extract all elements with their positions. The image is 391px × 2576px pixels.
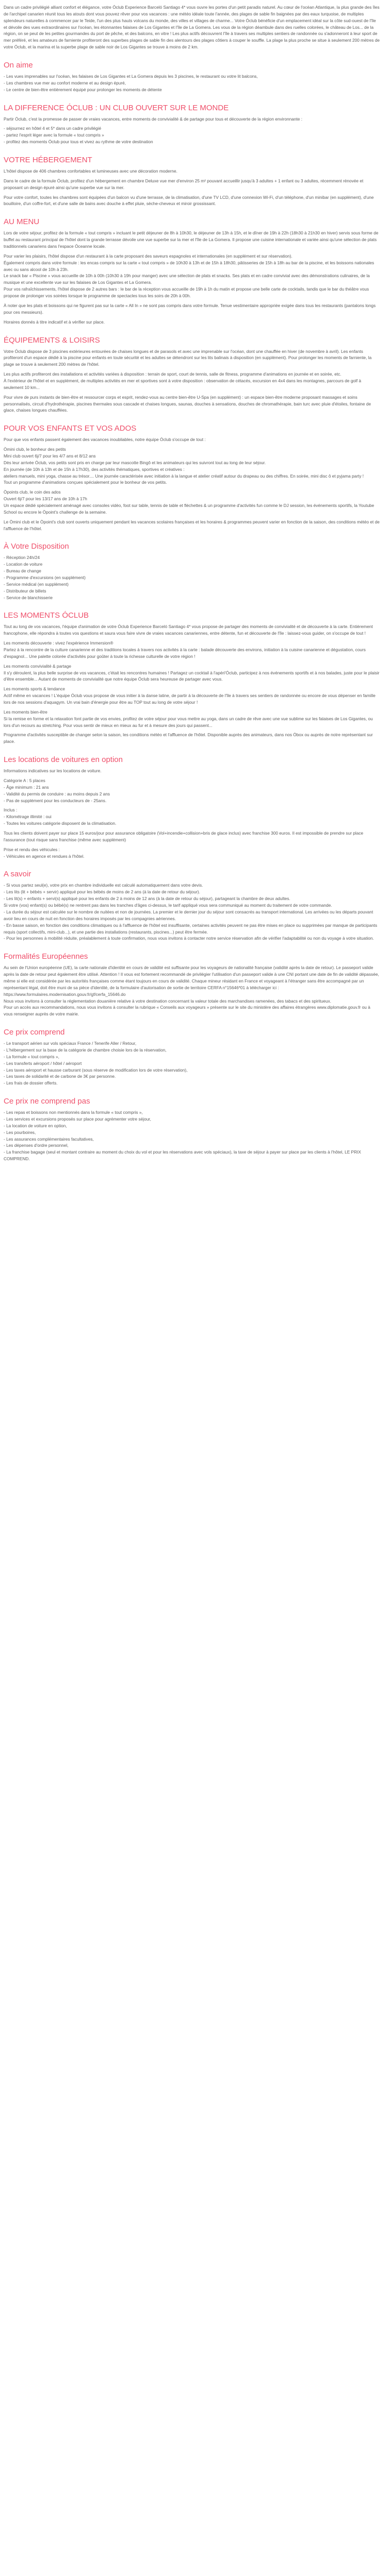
intro-paragraph: Dans un cadre privilégié alliant confort et élégance, votre Óclub Experience Barceló Santiago 4* vous ouvre les portes d'un petit paradis naturel. Au cœur de l'océan Atlantique, la plus grande des îles de l'archipel canarien réunit tous les atouts dont vous pouvez rêver pour vos vacances : une météo idéale toute l'année, des plages de sable fin baignées par des eaux turquoise, de multiples splendeurs naturelles à commencer par le Teide, l'un des plus hauts volcans du monde, des villes et villages de charme... Votre Óclub bénéficie d'un emplacement idéal sur la côte sud-ouest de l'île et dévoile des vues extraordinaires sur l'océan, les étonnantes falaises de Los Gigantes et l'île de La Gomera. Les vous de la région déambule dans des ruelles colorées, le château de Los... de la région, on se peut de les petites gourmandes du port de pêche, et des balcons, en vitre ! Les plus actifs découvrent l'île à travers ses multiples sentiers de randonnée ou s'adonneront à leur sport de mer préféré, et les amateurs de farniente profiteront des superbes plages de sable fin des alentours des plages côtiers à couper le souffle. La plage la plus proche se situe à seulement 200 mètres de votre Óclub, et la marina et la superbe plage de sable noir de Los Gigantes se trouve à moins de 2 km. — [4, 5, 380, 50]
text-line: Si la remise en forme et la relaxation font partie de vos envies, profitez de votre séjour pour vous mettre au yoga, dans un cadre de rêve avec une vue sublime sur les falaises de Los Gigantes, ou lors d'un recours au stretching. Pour vous sentir de mieux en mieux au fur et à mesure des jours qui passent... — [4, 716, 373, 728]
text-line: Pour varier les plaisirs, l'hôtel dispose d'un restaurant à la carte proposant des saveurs espagnoles et internationales (en supplément et sur réservation). — [4, 253, 292, 259]
text-line: - Kilométrage illimité : oui — [4, 814, 52, 820]
section-paragraph — [4, 489, 380, 515]
text-line: Le Òmini club et le Òpoint's club sont ouverts uniquement pendant les vacances scolaires françaises et les horaires & programmes peuvent varier en fonction de la saison, des conditions météo et de l'affluence de l'hôtel. — [4, 519, 380, 531]
text-line: Nous vous invitons à consulter la réglementation douanière relative à votre destination concernant la valeur totale des marchandises ramenées, des tabacs et des spiritueux. — [4, 998, 332, 1004]
text-line: Programme d'activités susceptible de changer selon la saison, les conditions météo et l'affluence de l'hôtel. Disponible auprès des animateurs, dans nos Óbox ou auprès de notre représentant sur place. — [4, 732, 373, 744]
text-line: Un espace dédié spécialement aménagé avec consoles vidéo, foot sur table, tennis de table et fléchettes & un programme d'activités fun comme le DJ session, les événements sportifs, la Youtube School ou encore le Òpoint's challenge de la semaine. — [4, 502, 374, 515]
section-paragraph — [4, 709, 380, 729]
text-line: Dès leur arrivée Óclub, vos petits sont pris en charge par leur mascotte Bingô et les animateurs qui les suivront tout au long de leur séjour. — [4, 460, 266, 465]
text-line: - Les assurances complémentaires facultatives, — [4, 1136, 94, 1142]
text-line: - partez l'esprit léger avec la formule « tout compris » — [4, 132, 104, 138]
section-paragraph — [4, 846, 380, 860]
text-line: Inclus : — [4, 807, 18, 813]
section-paragraph — [4, 302, 380, 316]
text-line: Ouvert 6j/7 pour les 13/17 ans de 10h à 17h — [4, 496, 87, 502]
section-paragraph — [4, 830, 380, 843]
text-line: Tous les clients doivent payer sur place 15 euros/jour pour assurance obligatoire (Vol+incendie+collision+bris de glace inclus) avec franchise 300 euros. Il est impossible de prendre sur place l'assurance (tout risque sans franchise (même avec supplément) — [4, 831, 364, 842]
text-line: - Les vues imprenables sur l'océan, les falaises de Los Gigantes et La Gomera depuis les 3 piscines, le restaurant ou votre lit balcons, — [4, 74, 258, 79]
text-line: - Si vous partez seul(e), votre prix en chambre individuelle est calculé automatiquement dans votre devis. — [4, 883, 203, 888]
section-title: A savoir — [4, 870, 31, 879]
section-paragraph — [4, 732, 380, 745]
section-title: LES MOMENTS ÓCLUB — [4, 611, 89, 620]
section-paragraph — [4, 768, 380, 774]
text-line: - Réception 24h/24 — [4, 555, 40, 561]
section — [4, 755, 380, 859]
text-line: - L'hébergement sur la base de la catégorie de chambre choisie lors de la réservation, — [4, 1047, 167, 1053]
section — [4, 952, 380, 1018]
text-line: - Les repas et boissons non mentionnés dans la formule « tout compris », — [4, 1110, 143, 1115]
section-title: Ce prix ne comprend pas — [4, 1097, 90, 1106]
text-line: - Les transferts aéroport / hôtel / aéroport — [4, 1060, 82, 1066]
section — [4, 870, 380, 942]
text-line: - Bureau de change — [4, 568, 41, 574]
text-line: - Les frais de dossier offerts. — [4, 1080, 58, 1086]
text-line: - La location de voiture en option, — [4, 1123, 67, 1128]
intro — [4, 4, 380, 50]
text-line: Les plus actifs profiteront des installations et activités variées à disposition : terrain de sport, court de tennis, salle de fitness, programme d'animations en journée et en soirée, etc. — [4, 371, 341, 377]
text-line: Les moments convivialité & partage — [4, 663, 71, 669]
text-line: - En basse saison, en fonction des conditions climatiques ou à l'affluence de l'hôtel est insuffisante, certaines activités peuvent ne pas être mises en place ou supprimées par manque de participants requis (sport collectifs, mini-club...), et une partie des installations (restaurants, piscines...) peut être fermée. — [4, 922, 378, 935]
section-paragraph — [4, 640, 380, 660]
sections — [4, 61, 380, 1162]
text-line: Il s'y déroulent, la plus belle surprise de vos vacances, c'était les rencontres humaines ! Partagez un cocktail à l'apéri'Óclub, participez à nos événements sportifs et à nos balades, juste pour le plaisir d'être ensemble... Autant de moments de convivialité que notre équipe Óclub sera heureuse de partager avec vous. — [4, 670, 380, 682]
section-paragraph — [4, 777, 380, 804]
text-line: https://www.formulaires.modernisation.gouv.fr/gf/cerfa_15646.do — [4, 991, 126, 997]
text-line: Actif même en vacances ! L'équipe Óclub vous propose de vous initier à la danse latine, de partir à la découverte de l'île à travers ses sentiers de randonnée ou encore de vous dépenser en famille lors de nos sessions d'aquagym. Un vrai bain d'énergie pour être au TOP tout au long de votre séjour ! — [4, 693, 376, 705]
section — [4, 1028, 380, 1087]
section — [4, 61, 380, 93]
page — [0, 0, 384, 1176]
text-line: - La durée du séjour est calculée sur le nombre de nuitées et non de journées. La premier et le dernier jour du séjour sont consacrés au transport international. Les arrivées ou les départs pouvant avoir lieu en cours de nuit en fonction des horaires imposés par les compagnies aériennes. — [4, 909, 373, 921]
text-line: - Le centre de bien-être entièrement équipé pour prolonger les moments de détente — [4, 87, 162, 92]
text-line: - Âge minimum : 21 ans — [4, 784, 49, 790]
section-paragraph — [4, 1109, 380, 1162]
text-line: - Service de blanchisserie — [4, 595, 53, 600]
section-title: À Votre Disposition — [4, 542, 69, 551]
text-line: Pour vos rafraîchissements, l'hôtel dispose de 2 autres bars : le bar de la réception vous accueille de 19h à 1h du matin et propose une belle carte de cocktails, tandis que le bar du théâtre vous propose de prolonger vos soirées lorsque le programme de spectacles tous les soirs de 20h à 00h. — [4, 286, 369, 299]
text-line: - Validité du permis de conduire : au moins depuis 2 ans — [4, 791, 110, 796]
section — [4, 156, 380, 207]
section — [4, 424, 380, 532]
text-line: Également compris dans votre formule : les encas compris sur la carte « tout compris » de 10h30 à 13h et de 15h à 18h30, pâtisseries de 15h à 18h au bar de la piscine, et les boissons nationales avec ou sans alcool de 10h à 23h. — [4, 260, 374, 272]
section-title: POUR VOS ENFANTS ET VOS ADOS — [4, 424, 137, 433]
section-paragraph — [4, 554, 380, 601]
text-line: - Les dépenses d'ordre personnel, — [4, 1143, 69, 1148]
text-line: ateliers manuels, mini yoga, chasse au trésor.... Une journée caractérisée avec initiation à la langue et atelier créatif autour du drapeau ou des chiffres. En soirée, mini disc ô et pyjama party ! — [4, 473, 364, 479]
text-line: - Les taxes aéroport et hausse carburant (sous réserve de modification lors de votre réservation), — [4, 1067, 188, 1073]
section-paragraph — [4, 964, 380, 1018]
text-line: - La franchise bagage (seul et montant contraire au moment du choix du vol et pour les réservations avec vols spéciaux), la taxe de séjour à payer sur place par les clients à l'hôtel, LE PRIX COMPREND. — [4, 1149, 361, 1162]
text-line: - Les taxes de solidarité et de carbone de 3€ par personne. — [4, 1074, 116, 1079]
text-line: Òpoints club, le coin des ados — [4, 489, 61, 495]
section-paragraph — [4, 116, 380, 123]
text-line: - Les pourboires, — [4, 1129, 36, 1135]
section-paragraph — [4, 882, 380, 942]
text-line: Au sein de l'Union européenne (UE), la carte nationale d'identité en cours de validité est suffisante pour les voyageurs de nationalité française (validité après la date de retour). Le passeport valide après la date de retour peut également être utilisé. Attention ! Il vous est fortement recommandé de privilégier l'utilisation d'un passeport valide à une CNI portant une date de fin de validité dépassée, même si elle est considérée par les autorités françaises comme étant toujours en cours de validité. Chaque mineur résidant en France et voyageant à l'étranger sans être accompagné par un représentant légal, doit être muni de sa pièce d'identité, de la formulaire d'autorisation de sortie de territoire CERFA n°15646*01 à télécharger ici : — [4, 965, 379, 990]
text-line: - Location de voiture — [4, 562, 43, 567]
text-line: - Les chambres vue mer au confort moderne et au design épuré, — [4, 80, 126, 86]
text-line: Le snack bar « Piscine » vous accueille de 10h à 00h (10h30 à 19h pour manger) avec une sélection de plats et snacks. Ses plats et en cadre convivial avec des démonstrations culinaires, de la musique et une excellente vue sur les falaises de Los Gigantes et La Gomera. — [4, 273, 370, 285]
text-line: Òmini club, le bonheur des petits — [4, 447, 66, 452]
section — [4, 611, 380, 745]
text-line: Pour votre confort, toutes les chambres sont équipées d'un balcon vu d'une terrasse, de la climatisation, d'une TV LCD, d'une connexion Wi-Fi, d'un téléphone, d'un minibar (en supplément), d'une bouilloire, d'un coffre-fort, et d'une salle de bains avec douche à effet pluie, sèche-cheveux et miroir grossissant. — [4, 194, 374, 207]
section-paragraph — [4, 125, 380, 145]
text-line: Dans le cadre de la formule Óclub, profitez d'un hébergement en chambre Deluxe vue mer d'environ 25 m² pouvant accueillir jusqu'à 3 adultes + 1 enfant ou 3 adultes, récemment rénovée et proposant un design épuré ainsi qu'une superbe vue sur la mer. — [4, 178, 364, 190]
section-paragraph — [4, 1040, 380, 1087]
text-line: - La formule « tout compris », — [4, 1054, 59, 1059]
text-line: - Programme d'excursions (en supplément) — [4, 574, 86, 580]
text-line: L'hôtel dispose de 406 chambres confortables et lumineuses avec une décoration moderne. — [4, 168, 177, 174]
text-line: - Les lits (lit + bébés + servir) appliqué pour les bébés de moins de 2 ans (à la date de retour du séjour). — [4, 889, 200, 895]
text-line: - Le transport aérien sur vols spéciaux France / Tenerife Aller / Retour, — [4, 1041, 137, 1046]
text-line: En journée (de 10h à 13h et de 15h à 17h30), des activités thématiques, sportives et créatives : — [4, 466, 185, 472]
text-line: - Pas de supplément pour les conducteurs de - 25ans. — [4, 798, 107, 803]
section — [4, 336, 380, 414]
text-line: Tout un programme d'animations conçues spécialement pour le bonheur de vos petits. — [4, 480, 167, 485]
text-line: Partir Óclub, c'est la promesse de passer de vraies vacances, entre moments de convivialité & de partage pour tous et découverte de la région environnante : — [4, 116, 302, 122]
section-paragraph — [4, 686, 380, 706]
section — [4, 217, 380, 325]
text-line: Tout au long de vos vacances, l'équipe d'animation de votre Óclub Experience Barceló Santiago 4* vous propose de partager des moments de convivialité et de découverte à la carte. Entièrement francophone, elle répondra à toutes vos questions et saura vous faire vivre de vraies vacances canariennes, entre détente, fun et découverte de l'île : laissez-vous guider, on s'occupe de tout ! — [4, 624, 373, 636]
section-title: VOTRE HÉBERGEMENT — [4, 156, 92, 165]
text-line: - Service médical (en supplément) — [4, 581, 69, 587]
text-line: - Distributeur de billets — [4, 588, 46, 594]
section-title: Ce prix comprend — [4, 1028, 65, 1037]
section-paragraph — [4, 446, 380, 486]
section-paragraph — [4, 194, 380, 208]
section-title: LA DIFFERENCE ÓCLUB : UN CLUB OUVERT SUR LE MONDE — [4, 103, 229, 112]
text-line: Pour que vos enfants passent également des vacances inoubliables, notre équipe Óclub s'occupe de tout : — [4, 437, 206, 443]
section-title: ÉQUIPEMENTS & LOISIRS — [4, 335, 100, 345]
text-line: - séjournez en hôtel 4 et 5* dans un cadre privilégié — [4, 126, 102, 131]
text-line: Votre Óclub dispose de 3 piscines extérieures entourées de chaises longues et de parasols et avec une imprenable sur l'océan, dont une chauffée en hiver (de novembre à avril). Les enfants profiteront d'un espace dédié à la piscine pour enfants en toute sécurité et les adultes se détendront sur les lits balinais à disposition (en supplément). Pour prolonger les moments de farniente, la plage se trouve à seulement 200 mètres de l'hôtel. — [4, 348, 372, 367]
text-line: Si votre (vos) enfant(s) ou bébé(s) ne rentrent pas dans les tranches d'âges ci-dessus, le tarif appliqué vous sera communiqué au moment du traitement de votre commande. — [4, 903, 332, 908]
text-line: - Les lit(s) + enfants + servi(s) appliqué pour les enfants de 2 à moins de 12 ans (à la date de retour du séjour), partageant la chambre de deux adultes. — [4, 896, 290, 902]
section-paragraph — [4, 394, 380, 414]
section-paragraph — [4, 807, 380, 827]
section-title: On aime — [4, 61, 33, 70]
section-paragraph — [4, 73, 380, 93]
text-line: Pour un accès aux recommandations, nous vous invitons à consulter la rubrique « Conseils aux voyageurs » présente sur le site du ministère des affaires étrangères www.diplomatie.gouv.fr ou à vous renseigner auprès de votre mairie. — [4, 1005, 370, 1017]
text-line: Pour vivre de purs instants de bien-être et ressourcer corps et esprit, rendez-vous au centre bien-être U-Spa (en supplément) : un espace bien-être moderne proposant massages et soins personnalisés, circuit d'hydrothérapie, piscines thermales sous cascade et chaises longues, saunas, douches à sensations, douches de chromathérapie, bain turc avec pluie d'étoiles, fontaine de glace, chaises longues chauffées. — [4, 394, 371, 413]
text-line: Catégorie A : 5 places — [4, 778, 45, 784]
text-line: Les moments découverte : vivez l'expérience Immersion® — [4, 640, 113, 646]
text-line: Partez à la rencontre de la culture canarienne et des traditions locales à travers nos activités à la carte : balade découverte des environs, initiation à la cuisine canarienne et dégustation, cours d'espagnol... Une palette colorée d'activités pour goûter à toute la richesse culturelle de votre région ! — [4, 647, 366, 659]
text-line: Mini club ouvert 6j/7 pour les 4/7 ans et 8/12 ans — [4, 453, 96, 459]
section-paragraph — [4, 319, 380, 326]
text-line: Informations indicatives sur les locations de voiture. — [4, 768, 102, 774]
section-title: Les locations de voitures en option — [4, 755, 123, 765]
text-line: - Pour les personnes à mobilité réduite, préalablement à toute confirmation, nous vous invitons à contacter notre service réservation afin de vérifier l'adaptabilité ou non du voyage à votre situation. — [4, 936, 374, 941]
section — [4, 542, 380, 601]
section — [4, 1097, 380, 1162]
section-paragraph — [4, 168, 380, 175]
text-line: À noter que les plats et boissons qui ne figurent pas sur la carte « All In » ne sont pas compris dans votre formule. Tenue vestimentaire appropriée exigée dans tous les restaurants (pantalons longs pour ces messieurs). — [4, 302, 376, 315]
section-paragraph — [4, 436, 380, 443]
section — [4, 104, 380, 145]
text-line: Prise et rendu des véhicules : — [4, 846, 60, 852]
text-line: Les moments bien-être — [4, 709, 47, 715]
text-line: - Les services et excursions proposés sur place pour agrémenter votre séjour, — [4, 1116, 151, 1122]
section-paragraph — [4, 371, 380, 391]
section-title: Formalités Européennes — [4, 952, 88, 961]
section-paragraph — [4, 519, 380, 532]
section-paragraph — [4, 178, 380, 191]
text-line: Horaires donnés à titre indicatif et à vérifier sur place. — [4, 319, 105, 325]
text-line: - Véhicules en agence et rendues à l'hôtel. — [4, 853, 85, 859]
section-title: AU MENU — [4, 217, 40, 227]
text-line: - Toutes les voitures catégorie disposent de la climatisation. — [4, 821, 117, 826]
section-paragraph — [4, 348, 380, 368]
section-paragraph — [4, 253, 380, 299]
section-paragraph — [4, 623, 380, 637]
text-line: Les moments sports & tendance — [4, 686, 65, 692]
section-paragraph — [4, 663, 380, 683]
text-line: Lors de votre séjour, profitez de la formule « tout compris » incluant le petit déjeuner de 8h à 10h30, le déjeuner de 13h à 15h, et le dîner de 19h à 22h (18h30 à 21h30 en hiver) servis sous forme de buffet au restaurant principal de l'hôtel dont la grande terrasse dévoile une vue superbe sur la mer et l'île de La Gomera. Il propose une cuisine internationale et variée ainsi qu'une sélection de plats traditionnels canariens dans l'espace Óceanne locale. — [4, 230, 379, 249]
section-paragraph — [4, 230, 380, 250]
text-line: - profitez des moments Óclub pour tous et vivez au rythme de votre destination — [4, 139, 153, 145]
text-line: À l'extérieur de l'hôtel et en supplément, de multiples activités en mer et sportives sont à votre disposition : observation de cétacés, excursion en 4x4 dans les montagnes, parcours de golf à seulement 10 km... — [4, 378, 362, 390]
